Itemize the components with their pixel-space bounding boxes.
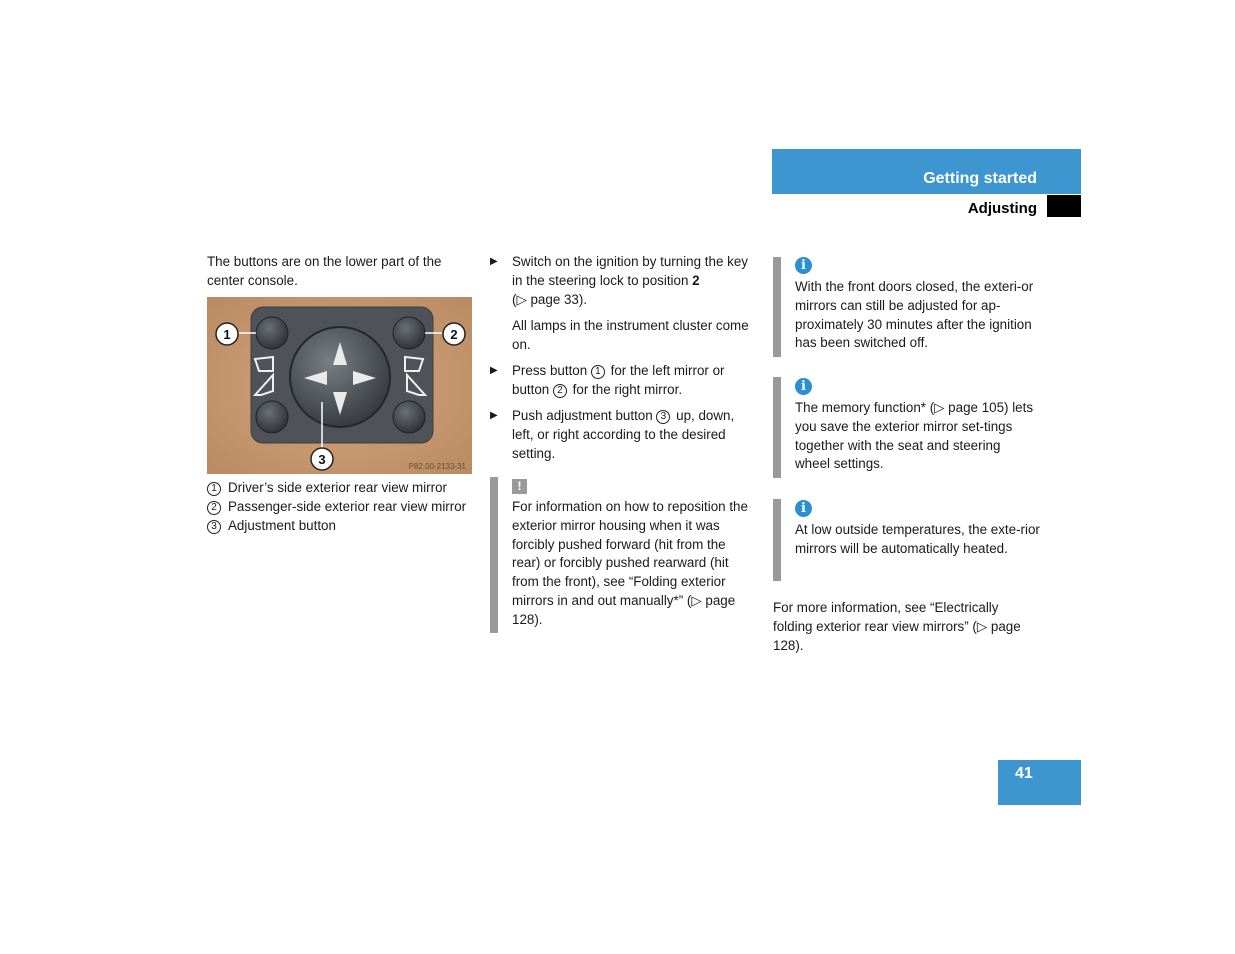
info-text: With the front doors closed, the exteri-or mirrors can still be adjusted for ap-proximately 30 minutes after the ignition has been switched off. bbox=[795, 279, 1034, 351]
step-ignition bbox=[490, 253, 752, 309]
intro-text: The buttons are on the lower part of the center console. bbox=[207, 254, 442, 288]
bullet-arrow-icon: ▶ bbox=[490, 256, 498, 267]
circled-number: 1 bbox=[591, 365, 605, 379]
info-text: At low outside temperatures, the exte-rior mirrors will be automatically heated. bbox=[795, 522, 1040, 556]
warning-text: For information on how to reposition the exterior mirror housing when it was forcibly pushed forward (hit from the rear) or forcibly pushed rearward (hit from the front), see “Folding exterior mirrors in and out manually*” (▷ page 128). bbox=[512, 499, 748, 627]
header-marker bbox=[1047, 195, 1081, 217]
info-icon: i bbox=[795, 378, 812, 395]
step-text: for the right mirror. bbox=[568, 381, 683, 397]
legend-number: 2 bbox=[207, 501, 221, 515]
info-bar bbox=[773, 377, 781, 478]
info-icon: i bbox=[795, 257, 812, 274]
circled-number: 3 bbox=[656, 410, 670, 424]
page-number: 41 bbox=[1015, 765, 1033, 782]
step-push-adjustment bbox=[490, 407, 752, 463]
step-text: up, down, left, or right according to the desired setting. bbox=[512, 408, 735, 461]
lower-right-button bbox=[393, 401, 425, 433]
info-icon: i bbox=[795, 500, 812, 517]
info-note-3 bbox=[795, 499, 812, 517]
legend-item bbox=[207, 479, 469, 498]
figure-legend bbox=[207, 479, 469, 535]
step-press-button bbox=[490, 362, 752, 400]
left-mirror-button bbox=[256, 317, 288, 349]
step-text: Push adjustment button bbox=[512, 408, 657, 423]
mirror-control-figure bbox=[207, 297, 472, 474]
legend-text: Driver’s side exterior rear view mirror bbox=[228, 480, 448, 495]
legend-text: Passenger-side exterior rear view mirror bbox=[228, 498, 467, 514]
callout-3: 3 bbox=[318, 452, 326, 467]
circled-number: 2 bbox=[553, 384, 567, 398]
figure-code: P82.00-2133-31 bbox=[408, 462, 466, 471]
legend-item bbox=[207, 498, 469, 517]
page-number-band bbox=[998, 760, 1081, 805]
page-reference: (▷ page 33). bbox=[512, 291, 588, 307]
callout-1: 1 bbox=[223, 327, 231, 342]
info-text: The memory function* (▷ page 105) lets you save the exterior mirror set-tings together with the seat and steering wheel settings. bbox=[795, 400, 1034, 472]
legend-number: 1 bbox=[207, 482, 221, 496]
warning-icon: ! bbox=[512, 479, 527, 494]
key-position: 2 bbox=[692, 272, 700, 288]
step-text: for the left mirror or button bbox=[512, 363, 725, 397]
info-note-1 bbox=[795, 256, 812, 274]
step-text: Switch on the ignition by turning the key in the steering lock to position bbox=[512, 254, 748, 288]
info-bar bbox=[773, 257, 781, 357]
info-bar bbox=[773, 499, 781, 581]
warning-bar bbox=[490, 477, 498, 633]
callout-2: 2 bbox=[450, 327, 458, 342]
right-mirror-button bbox=[393, 317, 425, 349]
section-title: Getting started bbox=[923, 170, 1037, 187]
bullet-arrow-icon: ▶ bbox=[490, 410, 498, 421]
warning-note bbox=[512, 477, 527, 495]
subsection-title: Adjusting bbox=[967, 200, 1037, 217]
legend-number: 3 bbox=[207, 520, 221, 534]
step-text: Press button bbox=[512, 363, 591, 378]
bullet-arrow-icon: ▶ bbox=[490, 365, 498, 376]
lower-left-button bbox=[256, 401, 288, 433]
more-info-text: For more information, see “Electrically folding exterior rear view mirrors” (▷ page 128). bbox=[773, 600, 1021, 653]
info-note-2 bbox=[795, 377, 812, 395]
legend-text: Adjustment button bbox=[228, 517, 336, 533]
legend-item bbox=[207, 517, 469, 536]
step-result: All lamps in the instrument cluster come on. bbox=[512, 318, 749, 352]
